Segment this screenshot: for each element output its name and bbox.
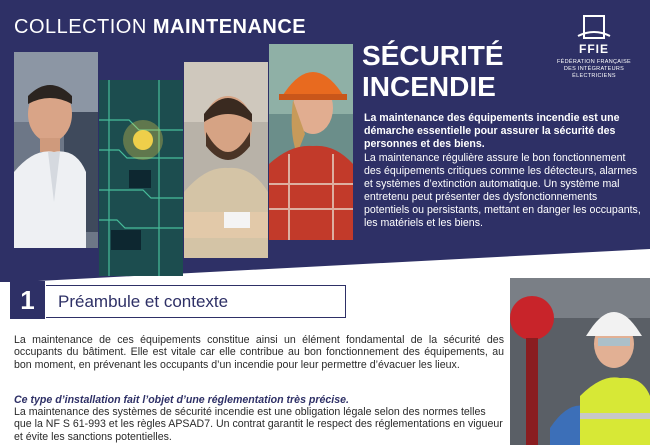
- logo-name: FFIE: [579, 42, 609, 56]
- logo-subtitle: [548, 59, 640, 80]
- logo-subtitle-line1: FÉDÉRATION FRANÇAISE: [556, 59, 632, 65]
- body-paragraph-2: La maintenance des systèmes de sécurité incendie est une obligation légale selon des normes telles que la NF S 61-993 et les règles APSAD7. Un contrat garantit le respect des réglementations en vigueur et évite les sanctions potentielles.: [14, 406, 503, 443]
- collection-light: COLLECTION: [14, 16, 147, 38]
- body-paragraph-1: La maintenance de ces équipements constitue ainsi un élément fondamental de la sécurité des occupants du bâtiment. Elle est vitale car elle contribue au bon fonctionnement des équipements, au bon moment, en prévenant les occupants d’un incendie pour leur permettre d’évacuer les lieux.: [14, 334, 504, 371]
- collection-bold: MAINTENANCE: [152, 16, 307, 38]
- intro-text: La maintenance régulière assure le bon fonctionnement des équipements critiques comme les détecteurs, alarmes et systèmes d’extinction automatique. Un système mal entretenu peut présenter des dysfonctionnements potentiels ou persistants, mettant en danger les occupants, les matériels et les biens.: [364, 152, 641, 230]
- title-line2: INCENDIE: [362, 71, 496, 102]
- photo-bearded-man: [184, 62, 268, 258]
- logo-subtitle-line2: DES INTÉGRATEURS ÉLECTRICIENS: [563, 66, 625, 79]
- photo-technician-man: [14, 52, 98, 248]
- collection-label: [14, 16, 306, 39]
- photo-worker-helmet: [510, 278, 650, 445]
- section-title: Préambule et contexte: [58, 292, 229, 311]
- intro-lead: La maintenance des équipements incendie est une démarche essentielle pour assurer la sécurité des personnes et des biens.: [364, 112, 620, 150]
- title-line1: SÉCURITÉ: [362, 40, 504, 71]
- photo-circuit-board: [99, 80, 183, 276]
- photo-woman-hardhat: [269, 44, 353, 240]
- ffie-logo: [548, 14, 640, 84]
- section-number: 1: [10, 281, 45, 319]
- body-emphasis: Ce type d’installation fait l’objet d’une réglementation très précise.: [14, 394, 349, 406]
- page-title: [362, 40, 504, 102]
